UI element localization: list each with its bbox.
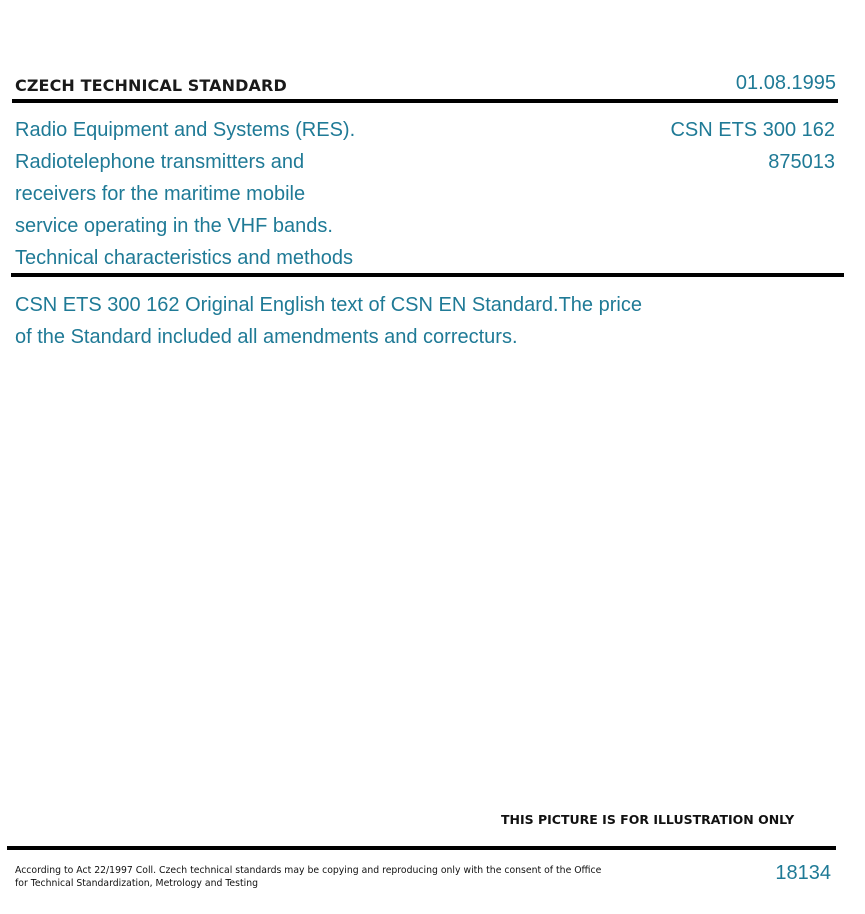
illustration-note: THIS PICTURE IS FOR ILLUSTRATION ONLY <box>501 812 795 827</box>
standard-type-label: CZECH TECHNICAL STANDARD <box>15 76 287 95</box>
footer-divider <box>7 846 836 850</box>
legal-line: for Technical Standardization, Metrology and Testing <box>15 878 259 889</box>
legal-line: According to Act 22/1997 Coll. Czech technical standards may be copying and reproducing only with the consent of the Office <box>15 865 602 876</box>
document-title <box>15 114 485 274</box>
title-line: Radio Equipment and Systems (RES). <box>15 119 356 141</box>
title-divider <box>11 273 844 277</box>
title-line: receivers for the maritime mobile <box>15 183 306 205</box>
legal-notice <box>15 864 615 890</box>
document-description <box>15 289 715 353</box>
publication-date: 01.08.1995 <box>735 72 836 94</box>
catalog-number: 875013 <box>768 151 835 173</box>
title-line: Technical characteristics and methods <box>15 247 353 269</box>
title-line: service operating in the VHF bands. <box>15 215 333 237</box>
title-line: Radiotelephone transmitters and <box>15 151 305 173</box>
description-line: CSN ETS 300 162 Original English text of CSN EN Standard.The price <box>15 294 642 316</box>
document-codes <box>670 114 835 178</box>
page-number: 18134 <box>775 862 831 884</box>
standard-number: CSN ETS 300 162 <box>670 119 835 141</box>
description-line: of the Standard included all amendments and correcturs. <box>15 326 518 348</box>
header-divider <box>12 99 838 103</box>
